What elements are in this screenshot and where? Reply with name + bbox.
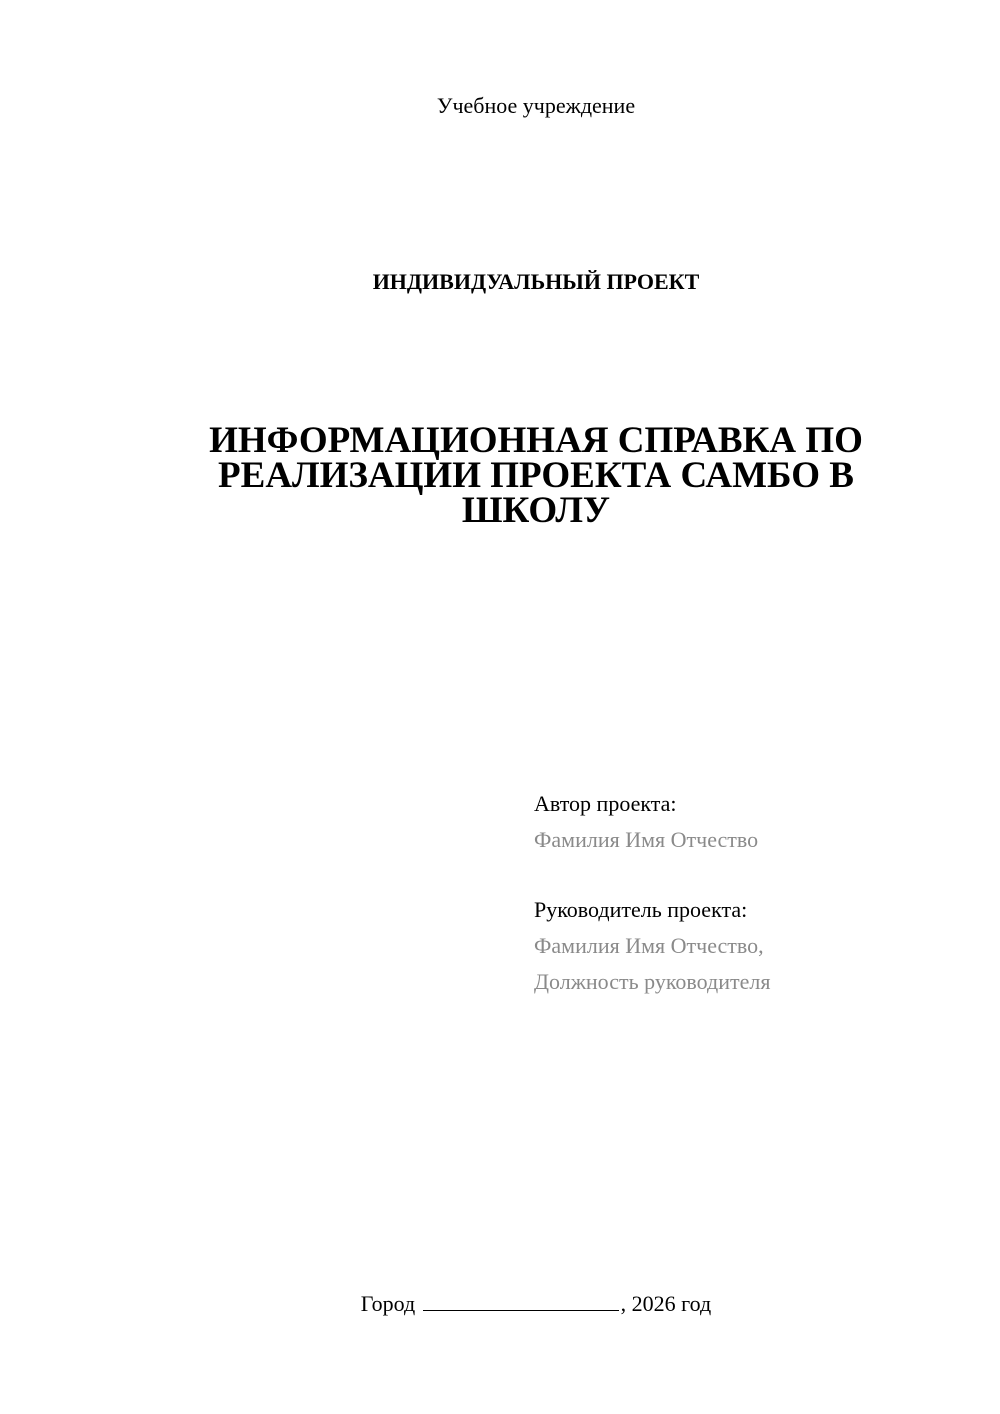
title-line-2: РЕАЛИЗАЦИИ ПРОЕКТА САМБО В <box>218 455 854 496</box>
document-title <box>180 420 892 531</box>
city-blank-line <box>423 1290 619 1311</box>
title-line-3: ШКОЛУ <box>461 490 611 531</box>
supervisor-name-placeholder: Фамилия Имя Отчество, <box>534 933 764 958</box>
author-label: Автор проекта: <box>534 791 677 816</box>
institution-name: Учебное учреждение <box>436 93 636 118</box>
year-text: , 2026 год <box>620 1291 712 1316</box>
city-label: Город <box>360 1291 416 1316</box>
author-block <box>534 786 974 858</box>
author-name-placeholder: Фамилия Имя Отчество <box>534 827 759 852</box>
supervisor-block <box>534 892 974 1000</box>
footer-city-year <box>0 1290 1000 1318</box>
supervisor-position-placeholder: Должность руководителя <box>534 969 771 994</box>
title-line-1: ИНФОРМАЦИОННАЯ СПРАВКА ПО <box>209 420 863 461</box>
project-type-heading: ИНДИВИДУАЛЬНЫЙ ПРОЕКТ <box>372 269 700 294</box>
supervisor-label: Руководитель проекта: <box>534 897 748 922</box>
